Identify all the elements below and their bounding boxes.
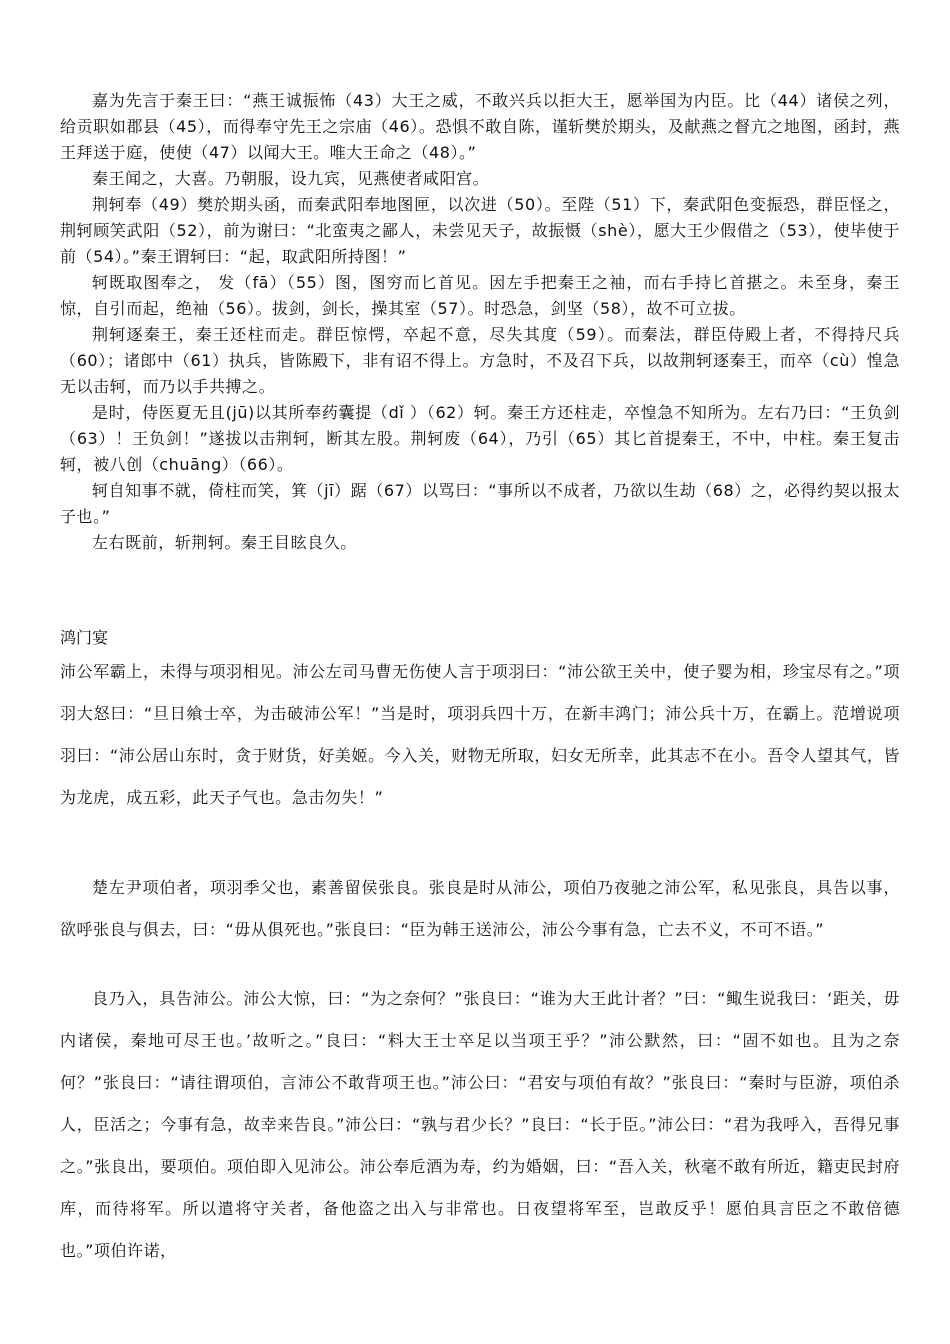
paragraph: 嘉为先言于秦王曰：“燕王诚振怖（43）大王之威，不敢兴兵以拒大王，愿举国为内臣。比（44）诸侯之列，给贡职如郡县（45），而得奉守先王之宗庙（46）。恐惧不敢自陈，谨斩樊於期头，及献燕之督亢之地图，函封，燕王拜送于庭，使使（47）以闻大王。唯大王命之（48）。” — [60, 91, 900, 162]
paragraph: 是时，侍医夏无且(jū)以其所奉药囊提（dǐ ）（62）轲。秦王方还柱走，卒惶急不知所为。左右乃曰：“王负剑（63）！王负剑！”遂拔以击荆轲，断其左股。荆轲废（64），乃引（65）其匕首提秦王，不中，中柱。秦王复击轲，被八创（chuāng）（66）。 — [60, 403, 900, 474]
paragraph: 轲既取图奉之， 发（fā）（55）图，图穷而匕首见。因左手把秦王之袖，而右手持匕首揕之。未至身，秦王惊，自引而起，绝袖（56）。拔剑，剑长，操其室（57）。时恐急，剑坚（58），故不可立拔。 — [60, 273, 900, 318]
section-heading: 鸿门宴 — [60, 628, 109, 647]
paragraph: 荆轲逐秦王，秦王还柱而走。群臣惊愕，卒起不意，尽失其度（59）。而秦法，群臣侍殿上者，不得持尺兵（60）；诸郎中（61）执兵，皆陈殿下，非有诏不得上。方急时，不及召下兵，以故荆轲逐秦王，而卒（cù）惶急无以击轲，而乃以手共搏之。 — [60, 325, 900, 396]
paragraph: 秦王闻之，大喜。乃朝服，设九宾，见燕使者咸阳宫。 — [92, 169, 490, 188]
paragraph: 左右既前，斩荆轲。秦王目眩良久。 — [92, 533, 357, 552]
paragraph: 荆轲奉（49）樊於期头函，而秦武阳奉地图匣，以次进（50）。至陛（51）下，秦武阳色变振恐，群臣怪之，荆轲顾笑武阳（52），前为谢曰：“北蛮夷之鄙人，未尝见天子，故振慑（shè），愿大王少假借之（53），使毕使于前（54）。”秦王谓轲曰：“起，取武阳所持图！” — [60, 195, 900, 266]
section-jingke — [60, 88, 900, 556]
paragraph: 楚左尹项伯者，项羽季父也，素善留侯张良。张良是时从沛公，项伯乃夜驰之沛公军，私见张良，具告以事，欲呼张良与俱去，曰：“毋从俱死也。”张良曰：“臣为韩王送沛公，沛公今事有急，亡去不义，不可不语。” — [60, 878, 900, 939]
paragraph: 沛公军霸上，未得与项羽相见。沛公左司马曹无伤使人言于项羽曰：“沛公欲王关中，使子婴为相，珍宝尽有之。”项羽大怒曰：“旦日飨士卒，为击破沛公军！”当是时，项羽兵四十万，在新丰鸿门；沛公兵十万，在霸上。范增说项羽曰：“沛公居山东时，贪于财货，好美姬。今入关，财物无所取，妇女无所幸，此其志不在小。吾令人望其气，皆为龙虎，成五彩，此天子气也。急击勿失！” — [60, 662, 900, 807]
paragraph: 良乃入，具告沛公。沛公大惊，曰：“为之奈何？”张良曰：“谁为大王此计者？”曰：“鲰生说我曰：‘距关，毋内诸侯，秦地可尽王也。’故听之。”良曰：“料大王士卒足以当项王乎？”沛公默然，曰：“固不如也。且为之奈何？”张良曰：“请往谓项伯，言沛公不敢背项王也。”沛公曰：“君安与项伯有故？”张良曰：“秦时与臣游，项伯杀人，臣活之；今事有急，故幸来告良。”沛公曰：“孰与君少长？”良曰：“长于臣。”沛公曰：“君为我呼入，吾得兄事之。”张良出，要项伯。项伯即入见沛公。沛公奉卮酒为寿，约为婚姻，曰：“吾入关，秋毫不敢有所近，籍吏民封府库，而待将军。所以遣将守关者，备他盗之出入与非常也。日夜望将军至，岂敢反乎！愿伯具言臣之不敢倍德也。”项伯许诺， — [60, 989, 900, 1260]
paragraph: 轲自知事不就，倚柱而笑，箕（jī）踞（67）以骂曰：“事所以不成者，乃欲以生劫（68）之，必得约契以报太子也。” — [60, 481, 900, 526]
